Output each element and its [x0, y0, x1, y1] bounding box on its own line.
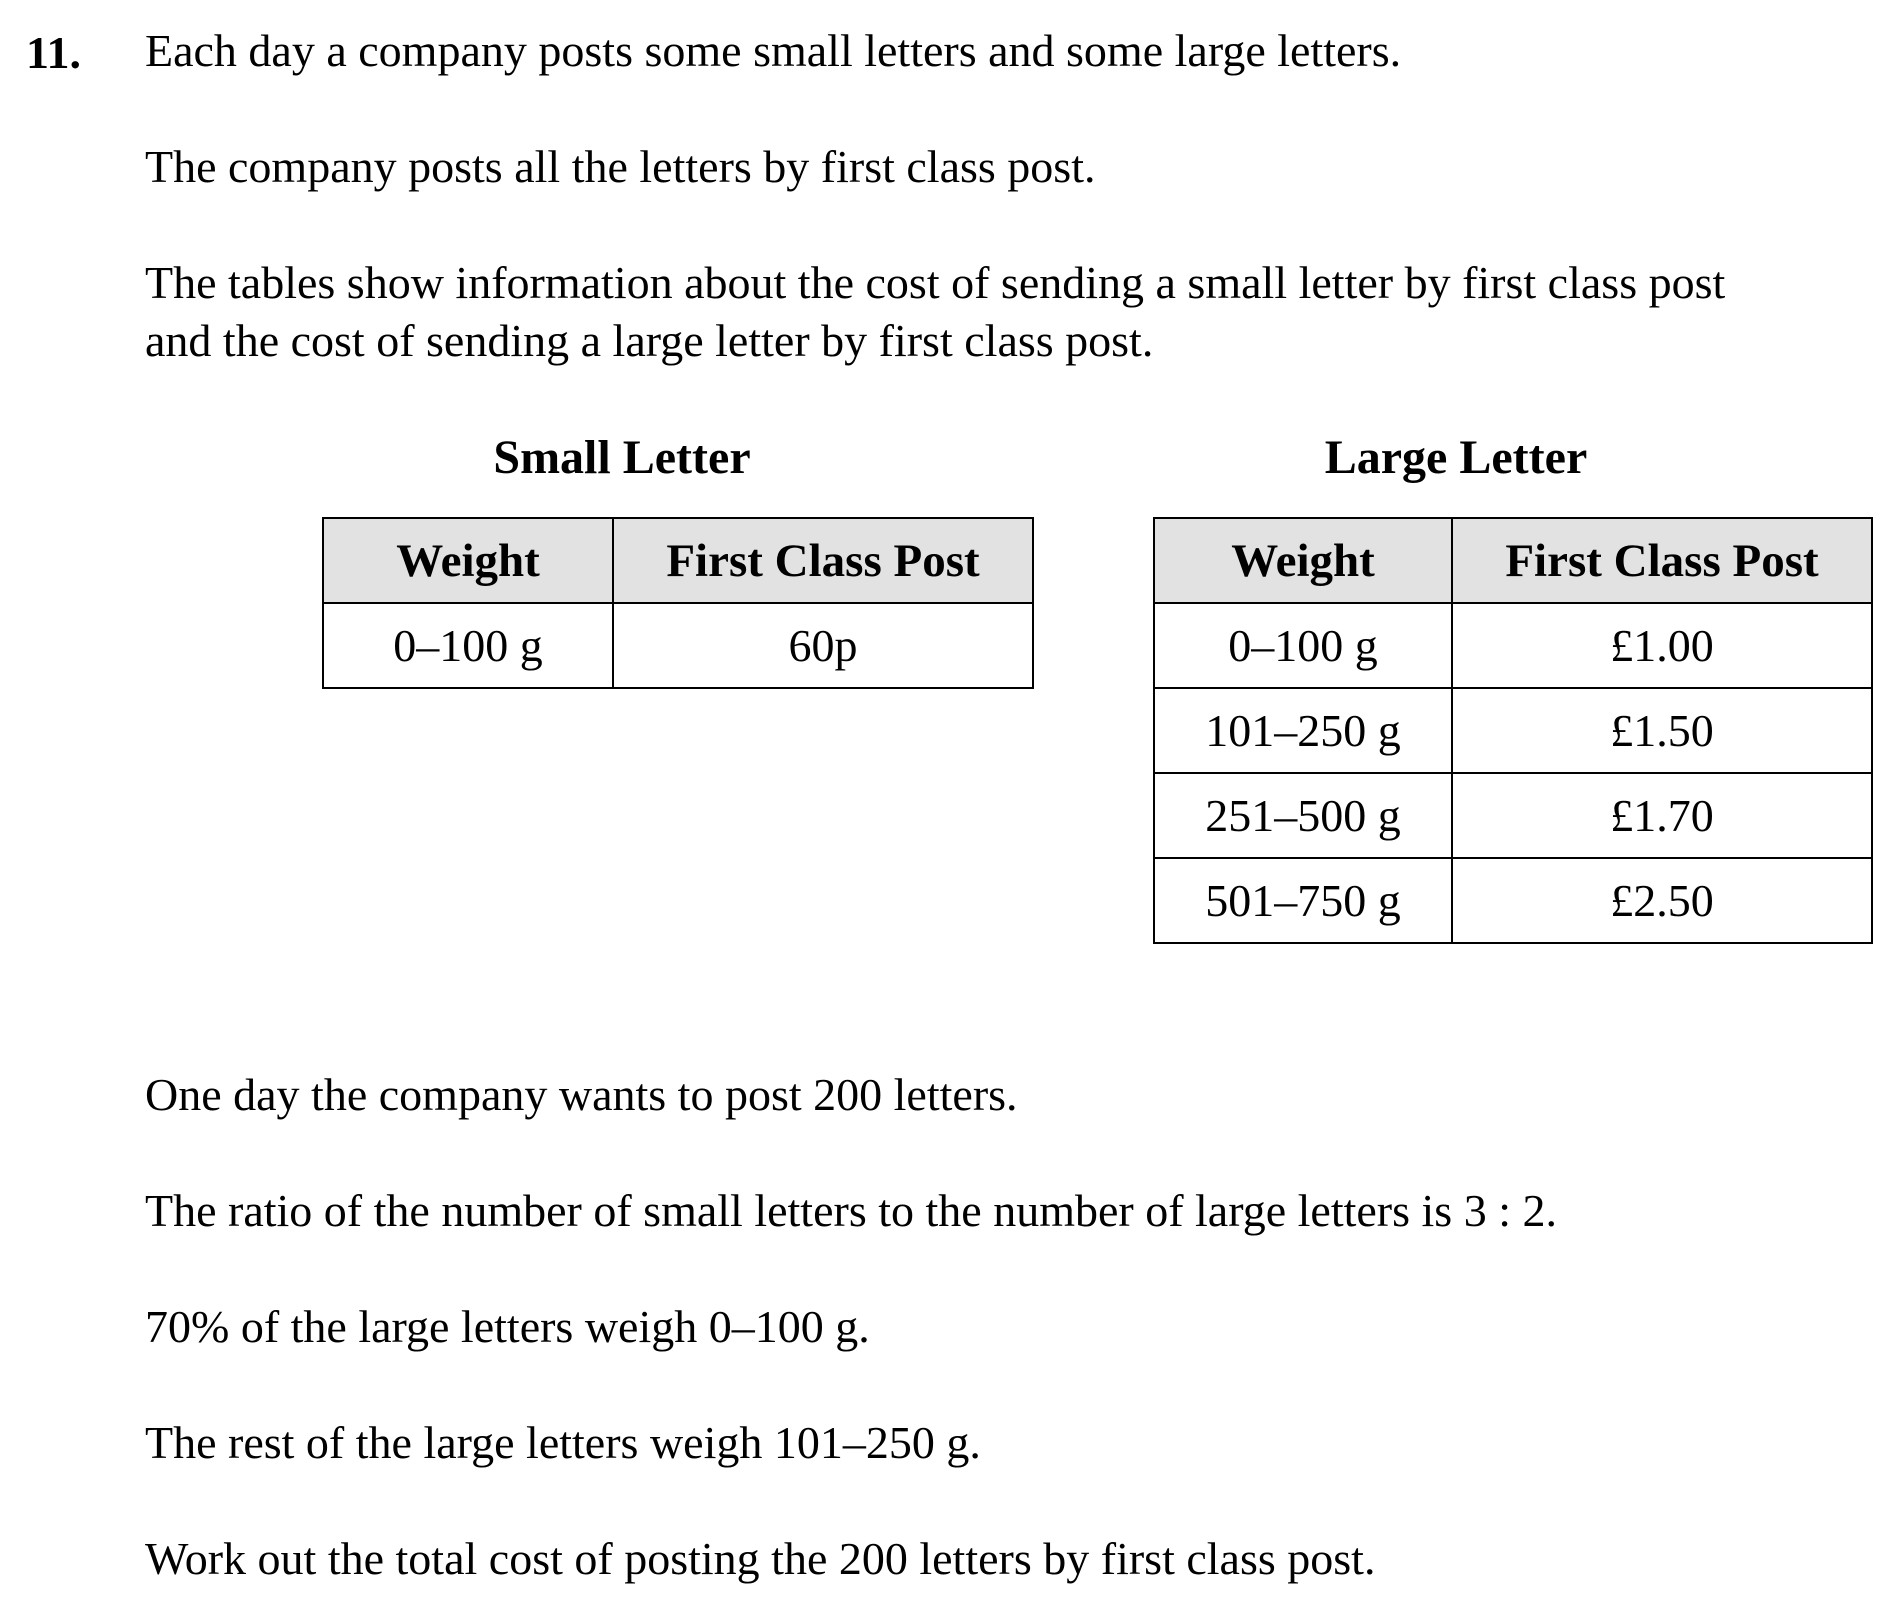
table-header-row	[1154, 518, 1872, 603]
detail-line-2: The ratio of the number of small letters to the number of large letters is 3 : 2.	[145, 1185, 1557, 1236]
table-row	[1154, 688, 1872, 773]
detail-line-5: Work out the total cost of posting the 200 letters by first class post.	[145, 1533, 1376, 1584]
question-number: 11.	[26, 27, 81, 78]
large-letter-table	[1153, 517, 1873, 944]
cost-cell: £1.50	[1452, 688, 1872, 773]
small-letter-table-title: Small Letter	[493, 431, 751, 484]
table-row	[323, 603, 1033, 688]
column-header-weight: Weight	[323, 518, 613, 603]
cost-cell: £1.00	[1452, 603, 1872, 688]
weight-cell: 501–750 g	[1154, 858, 1452, 943]
weight-cell: 251–500 g	[1154, 773, 1452, 858]
table-row	[1154, 858, 1872, 943]
table-row	[1154, 603, 1872, 688]
intro-line-3: The tables show information about the cost of sending a small letter by first class post	[145, 257, 1726, 308]
cost-cell: 60p	[613, 603, 1033, 688]
intro-line-1: Each day a company posts some small letters and some large letters.	[145, 25, 1402, 76]
detail-line-3: 70% of the large letters weigh 0–100 g.	[145, 1301, 870, 1352]
small-letter-table	[322, 517, 1034, 689]
detail-line-4: The rest of the large letters weigh 101–250 g.	[145, 1417, 981, 1468]
column-header-first-class-post: First Class Post	[1452, 518, 1872, 603]
weight-cell: 0–100 g	[1154, 603, 1452, 688]
column-header-first-class-post: First Class Post	[613, 518, 1033, 603]
large-letter-table-title: Large Letter	[1324, 431, 1588, 484]
intro-line-2: The company posts all the letters by first class post.	[145, 141, 1096, 192]
column-header-weight: Weight	[1154, 518, 1452, 603]
cost-cell: £2.50	[1452, 858, 1872, 943]
table-header-row	[323, 518, 1033, 603]
table-row	[1154, 773, 1872, 858]
weight-cell: 0–100 g	[323, 603, 613, 688]
intro-line-4: and the cost of sending a large letter by first class post.	[145, 315, 1154, 366]
cost-cell: £1.70	[1452, 773, 1872, 858]
detail-line-1: One day the company wants to post 200 letters.	[145, 1069, 1018, 1120]
weight-cell: 101–250 g	[1154, 688, 1452, 773]
